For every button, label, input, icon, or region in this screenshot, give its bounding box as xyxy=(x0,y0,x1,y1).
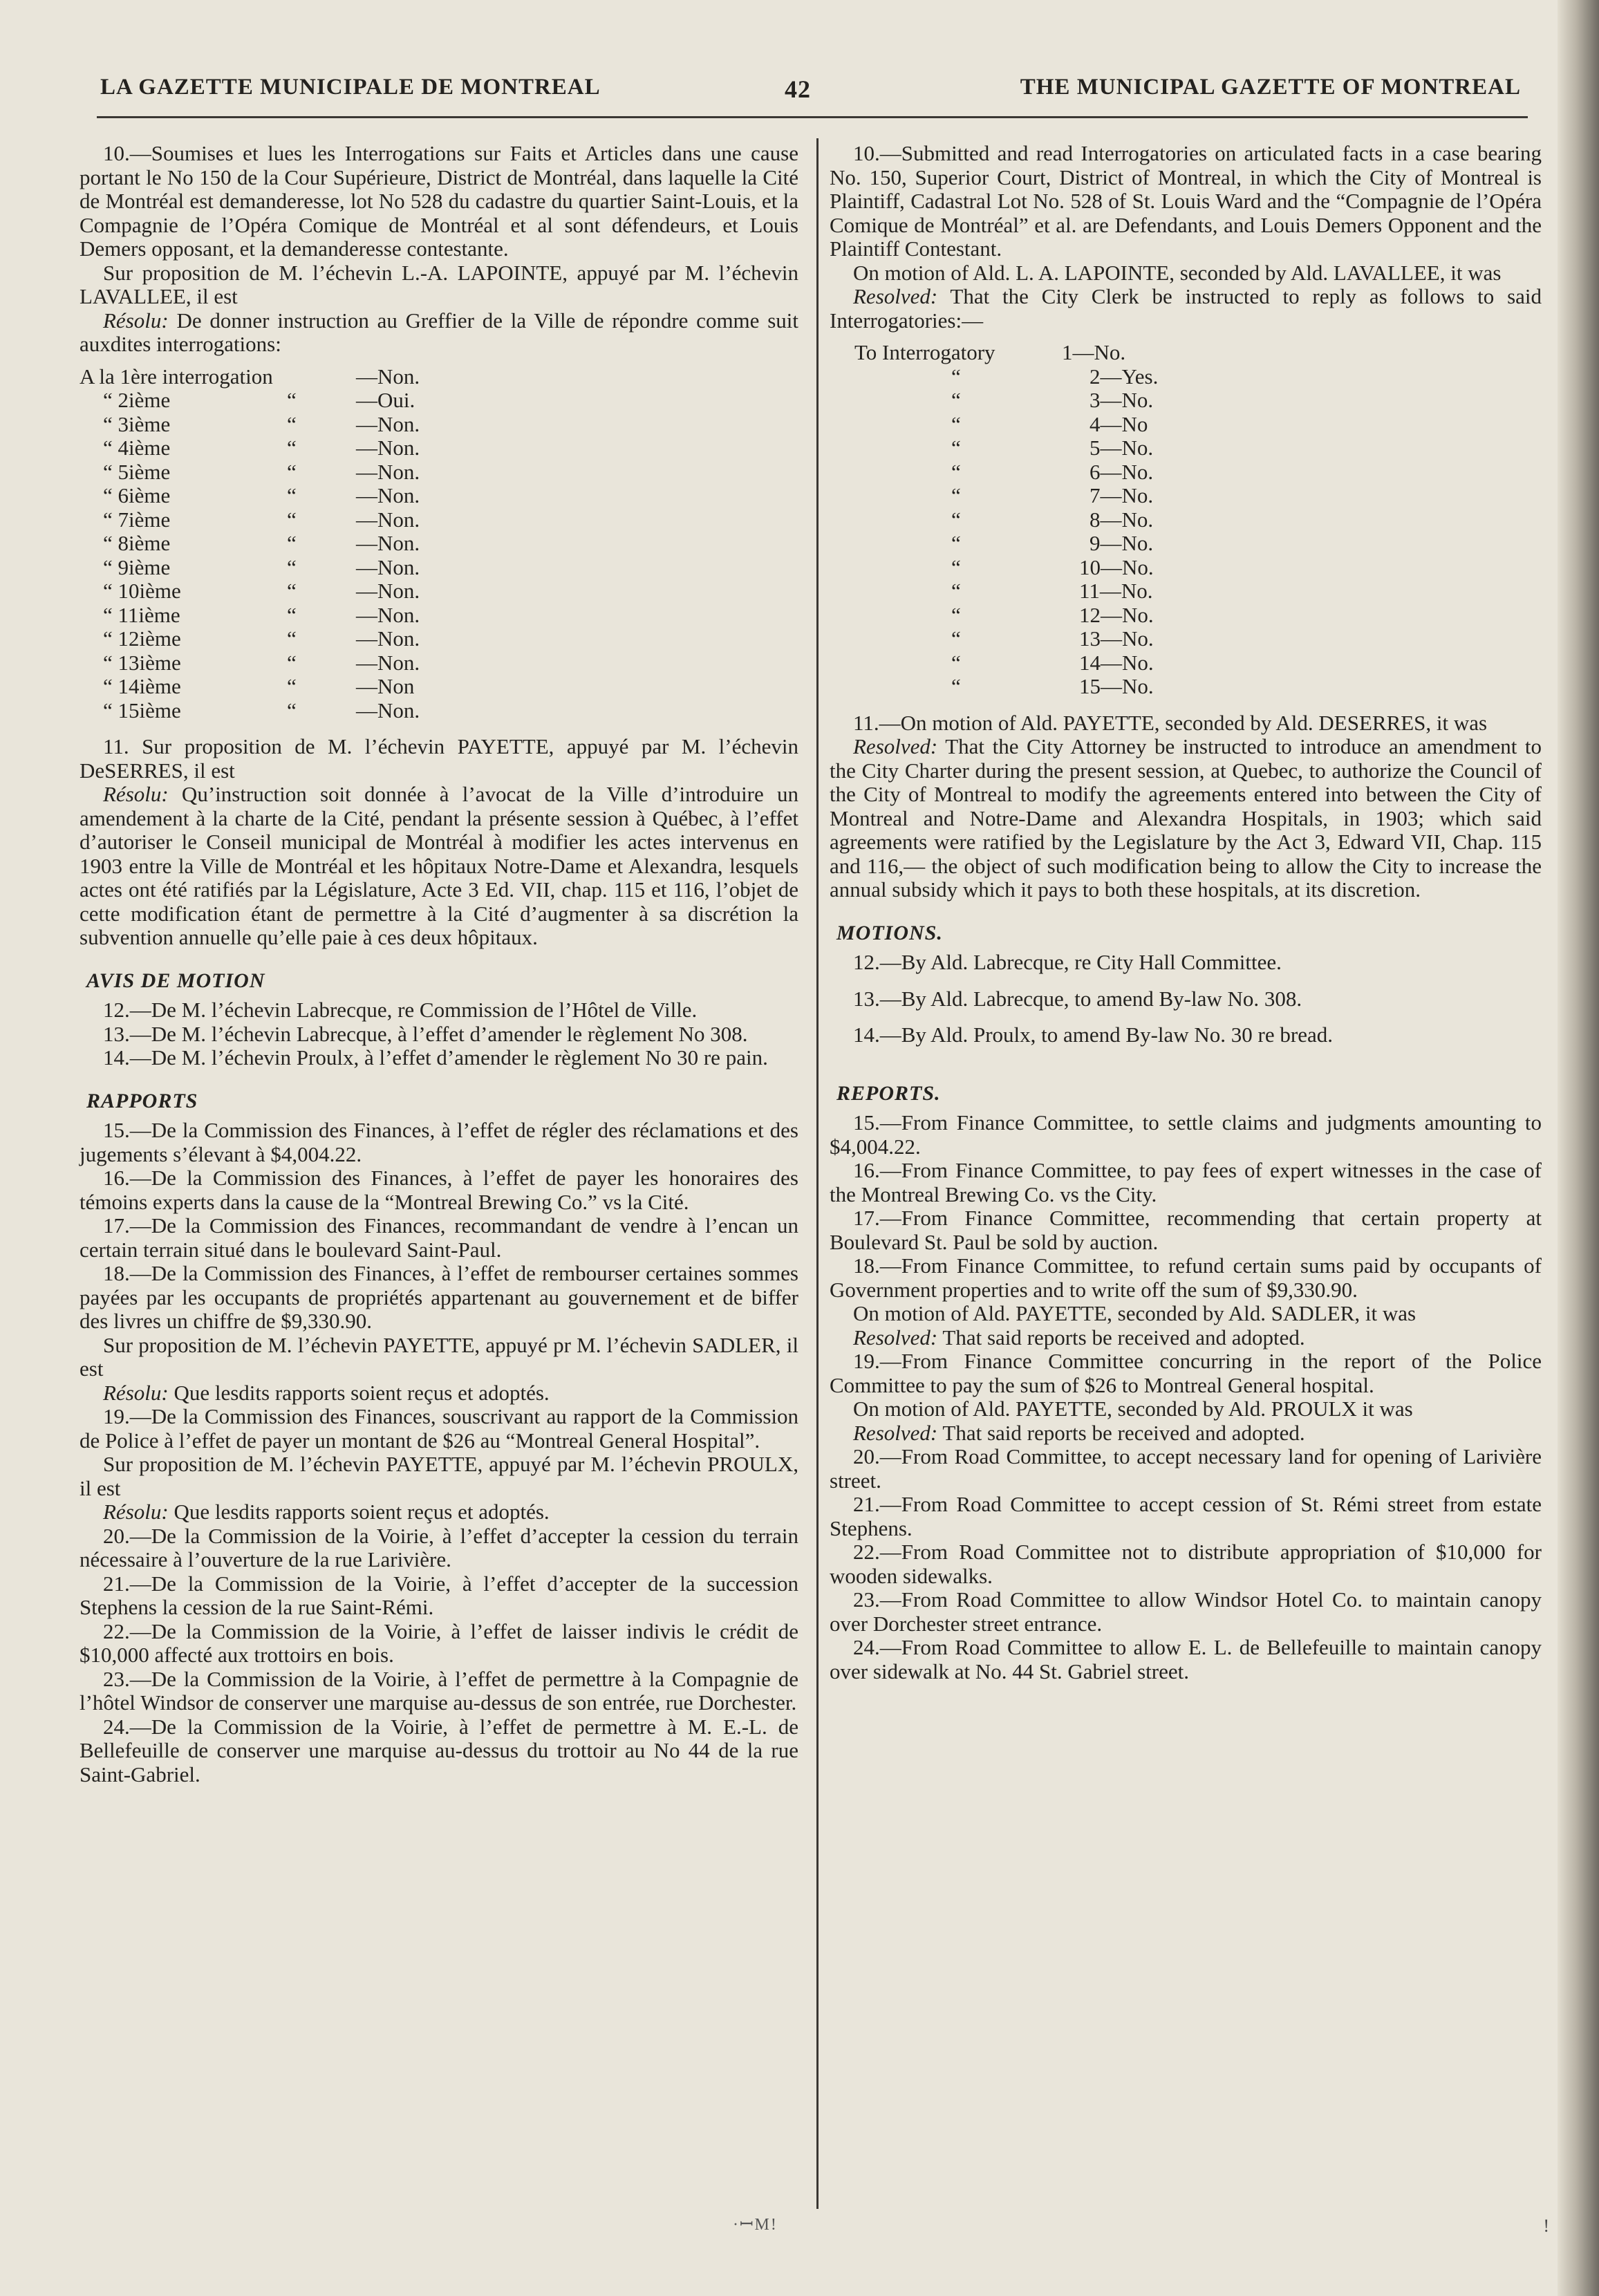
list-item: “ 2ième “ —Oui. xyxy=(103,388,415,412)
item-18-en-resolution: Resolved: That said reports be received and adopted. xyxy=(853,1325,1305,1350)
list-item: “ 12—No. xyxy=(951,602,1154,627)
list-item: “ 6—No. xyxy=(951,459,1154,484)
interrogatories-list-en xyxy=(830,341,1542,699)
item-21-fr: 21.—De la Commission de la Voirie, à l’effet d’accepter de la succession Stephens la cession de la rue Saint-Rémi. xyxy=(80,1571,798,1619)
item-19-en-motion: On motion of Ald. PAYETTE, seconded by Ald. PROULX it was xyxy=(853,1397,1413,1421)
item-11-en: 11.—On motion of Ald. PAYETTE, seconded by Ald. DESERRES, it was xyxy=(853,710,1488,735)
item-10-fr-resolution xyxy=(80,309,798,357)
item-24-fr: 24.—De la Commission de la Voirie, à l’effet de permettre à M. E.-L. de Bellefeuille de conserver une marquise au-dessus du trottoir au No 44 de la rue Saint-Gabriel. xyxy=(80,1714,798,1786)
list-item: A la 1ère interrogation —Non. xyxy=(80,364,420,389)
item-16-fr: 16.—De la Commission des Finances, à l’effet de payer les honoraires des témoins experts dans la cause de la “Montreal Brewing Co.” vs la Cité. xyxy=(80,1166,798,1214)
item-12-fr: 12.—De M. l’échevin Labrecque, re Commission de l’Hôtel de Ville. xyxy=(103,998,698,1022)
list-item: “ 9—No. xyxy=(951,531,1154,555)
item-10-en-motion: On motion of Ald. L. A. LAPOINTE, seconded by Ald. LAVALLEE, it was xyxy=(853,260,1502,285)
list-item: “ 15ième “ —Non. xyxy=(103,698,420,722)
item-20-fr: 20.—De la Commission de la Voirie, à l’effet d’accepter la cession du terrain nécessaire à l’ouverture de la rue Larivière. xyxy=(80,1523,798,1571)
item-18-en-motion: On motion of Ald. PAYETTE, seconded by Ald. SADLER, it was xyxy=(853,1301,1416,1325)
list-item: “ 11—No. xyxy=(951,579,1153,603)
item-11-fr: 11. Sur proposition de M. l’échevin PAYETTE, appuyé par M. l’échevin DeSERRES, il est xyxy=(80,734,798,783)
item-13-fr: 13.—De M. l’échevin Labrecque, à l’effet d’amender le règlement No 308. xyxy=(103,1021,748,1046)
item-15-fr: 15.—De la Commission des Finances, à l’effet de régler des réclamations et des jugements s’élevant à $4,004.22. xyxy=(80,1118,798,1166)
list-item: “ 10ième “ —Non. xyxy=(103,579,420,603)
book-spine-shadow xyxy=(1558,0,1599,2296)
item-23-en: 23.—From Road Committee to allow Windsor Hotel Co. to maintain canopy over Dorchester street entrance. xyxy=(830,1587,1542,1636)
item-10-en: 10.—Submitted and read Interrogatories on articulated facts in a case bearing No. 150, Superior Court, District of Montreal, in which the City of Montreal is Plaintiff, Cadastral Lot No. 528 of St. Louis Ward and the “Compagnie de l’Opéra Comique de Montréal” et al. are Defendants, and Louis Demers Opponent and the Plaintiff Contestant. xyxy=(830,141,1542,261)
list-item: “ 15—No. xyxy=(951,674,1154,698)
list-item: “ 4—No xyxy=(951,411,1148,436)
item-10-en-resolution: Resolved: That the City Clerk be instructed to reply as follows to said Interrogatories:— xyxy=(830,284,1542,333)
item-17-en: 17.—From Finance Committee, recommending that certain property at Boulevard St. Paul be sold by auction. xyxy=(830,1206,1542,1254)
list-item: To Interrogatory 1—No. xyxy=(854,340,1126,364)
item-16-en: 16.—From Finance Committee, to pay fees of expert witnesses in the case of the Montreal Brewing Co. vs the City. xyxy=(830,1158,1542,1206)
header-title-french: LA GAZETTE MUNICIPALE DE MONTREAL xyxy=(100,75,601,100)
motions-heading: MOTIONS. xyxy=(836,921,943,944)
rapports-heading: RAPPORTS xyxy=(86,1089,198,1112)
printer-stamp: ·ꟷM! xyxy=(733,2216,778,2234)
list-item: “ 3—No. xyxy=(951,388,1154,412)
item-18-en: 18.—From Finance Committee, to refund certain sums paid by occupants of Government properties and to write off the sum of $9,330.90. xyxy=(830,1253,1542,1302)
item-20-en: 20.—From Road Committee, to accept necessary land for opening of Larivière street. xyxy=(830,1444,1542,1493)
item-10-fr-motion: Sur proposition de M. l’échevin L.-A. LAPOINTE, appuyé par M. l’échevin LAVALLEE, il est xyxy=(80,260,798,308)
french-column xyxy=(80,142,798,1786)
item-22-fr: 22.—De la Commission de la Voirie, à l’effet de laisser indivis le crédit de $10,000 affecté aux trottoirs en bois. xyxy=(80,1618,798,1667)
item-14-fr: 14.—De M. l’échevin Proulx, à l’effet d’amender le règlement No 30 re pain. xyxy=(103,1045,768,1070)
item-12-en: 12.—By Ald. Labrecque, re City Hall Committee. xyxy=(853,950,1282,974)
item-24-en: 24.—From Road Committee to allow E. L. de Bellefeuille to maintain canopy over sidewalk at No. 44 St. Gabriel street. xyxy=(830,1635,1542,1683)
item-19-fr-motion: Sur proposition de M. l’échevin PAYETTE, appuyé par M. l’échevin PROULX, il est xyxy=(80,1452,798,1500)
list-item: “ 8ième “ —Non. xyxy=(103,531,420,555)
list-item: “ 4ième “ —Non. xyxy=(103,436,420,460)
edge-mark: ! xyxy=(1543,2216,1549,2236)
item-14-en: 14.—By Ald. Proulx, to amend By-law No. 30 re bread. xyxy=(853,1023,1333,1047)
list-item: “ 7ième “ —Non. xyxy=(103,507,420,532)
list-item: “ 3ième “ —Non. xyxy=(103,411,420,436)
list-item: “ 13ième “ —Non. xyxy=(103,650,420,675)
list-item: “ 7—No. xyxy=(951,483,1154,507)
list-item: “ 2—Yes. xyxy=(951,364,1159,389)
item-23-fr: 23.—De la Commission de la Voirie, à l’effet de permettre à la Compagnie de l’hôtel Windsor de conserver une marquise au-dessus de son entrée, rue Dorchester. xyxy=(80,1666,798,1715)
page-number: 42 xyxy=(785,75,811,103)
item-19-fr-resolution: Résolu: Que lesdits rapports soient reçus et adoptés. xyxy=(103,1500,550,1524)
item-11-fr-resolution: Résolu: Qu’instruction soit donnée à l’avocat de la Ville d’introduire un amendement à la charte de la Cité, pendant la présente session à Québec, à l’effet d’autoriser le Conseil municipal de Montréal à modifier les actes intervenus en 1903 entre la Ville de Montréal et les hôpitaux Notre-Dame et Alexandra, lesquels actes ont été ratifiés par la Législature, Acte 3 Ed. VII, chap. 115 et 116, l’objet de cette modification étant de permettre à la Cité d’augmenter à sa discrétion la subvention annuelle qu’elle paie à ces deux hôpitaux. xyxy=(80,782,798,949)
interrogations-list-fr xyxy=(80,365,798,723)
item-22-en: 22.—From Road Committee not to distribute appropriation of $10,000 for wooden sidewalks. xyxy=(830,1540,1542,1588)
item-13-en: 13.—By Ald. Labrecque, to amend By-law No. 308. xyxy=(853,986,1302,1011)
list-item: “ 5—No. xyxy=(951,436,1154,460)
list-item: “ 12ième “ —Non. xyxy=(103,626,420,651)
resolu-text: De donner instruction au Greffier de la Ville de répondre comme suit auxdites interrogations: xyxy=(80,308,798,356)
list-item: “ 8—No. xyxy=(951,507,1154,532)
reports-heading: REPORTS. xyxy=(836,1081,941,1105)
english-column xyxy=(830,142,1542,1683)
item-18-fr: 18.—De la Commission des Finances, à l’effet de rembourser certaines sommes payées par les occupants de propriétés appartenant au gouvernement et de biffer des livres un chiffre de $9,330.90. xyxy=(80,1261,798,1333)
item-19-en-resolution: Resolved: That said reports be received and adopted. xyxy=(853,1420,1305,1445)
list-item: “ 10—No. xyxy=(951,554,1154,579)
item-15-en: 15.—From Finance Committee, to settle claims and judgments amounting to $4,004.22. xyxy=(830,1110,1542,1159)
list-item: “ 14ième “ —Non xyxy=(103,674,415,698)
list-item: “ 13—No. xyxy=(951,626,1154,651)
item-11-en-resolution: Resolved: That the City Attorney be instructed to introduce an amendment to the City Charter during the present session, at Quebec, to authorize the Council of the City of Montreal to modify the agreements entered into between the City of Montreal and Notre-Dame and Alexandra Hospitals, in 1903; which said agreements were ratified by the Legislature by the Act 3, Edward VII, Chap. 115 and 116,— the object of such modification being to allow the City to increase the annual subsidy which it pays to both these hospitals, at its discretion. xyxy=(830,734,1542,902)
item-19-en: 19.—From Finance Committee concurring in the report of the Police Committee to pay the sum of $26 to Montreal General hospital. xyxy=(830,1349,1542,1397)
resolu-label: Résolu: xyxy=(103,308,169,333)
item-17-fr: 17.—De la Commission des Finances, recommandant de vendre à l’encan un certain terrain situé dans le boulevard Saint-Paul. xyxy=(80,1213,798,1262)
header-title-english: THE MUNICIPAL GAZETTE OF MONTREAL xyxy=(1020,75,1521,100)
item-19-fr: 19.—De la Commission des Finances, souscrivant au rapport de la Commission de Police à l’effet de payer un montant de $26 au “Montreal General Hospital”. xyxy=(80,1404,798,1453)
page-header xyxy=(97,75,1528,118)
list-item: “ 6ième “ —Non. xyxy=(103,483,420,507)
list-item: “ 5ième “ —Non. xyxy=(103,459,420,484)
item-18-fr-resolution: Résolu: Que lesdits rapports soient reçus et adoptés. xyxy=(103,1380,550,1405)
list-item: “ 11ième “ —Non. xyxy=(103,602,420,627)
list-item: “ 9ième “ —Non. xyxy=(103,554,420,579)
item-21-en: 21.—From Road Committee to accept cession of St. Rémi street from estate Stephens. xyxy=(830,1492,1542,1540)
item-18-fr-motion: Sur proposition de M. l’échevin PAYETTE, appuyé pr M. l’échevin SADLER, il est xyxy=(80,1332,798,1381)
column-divider xyxy=(816,138,819,2209)
list-item: “ 14—No. xyxy=(951,650,1154,675)
avis-de-motion-heading: AVIS DE MOTION xyxy=(86,969,265,992)
item-10-fr: 10.—Soumises et lues les Interrogations sur Faits et Articles dans une cause portant le No 150 de la Cour Supérieure, District de Montréal, dans laquelle la Cité de Montréal est demanderesse, lot No 528 du cadastre du quartier Saint-Louis, et la Compagnie de l’Opéra Comique de Montréal et al sont défendeurs, et Louis Demers opposant, et la demanderesse contestante. xyxy=(80,141,798,261)
